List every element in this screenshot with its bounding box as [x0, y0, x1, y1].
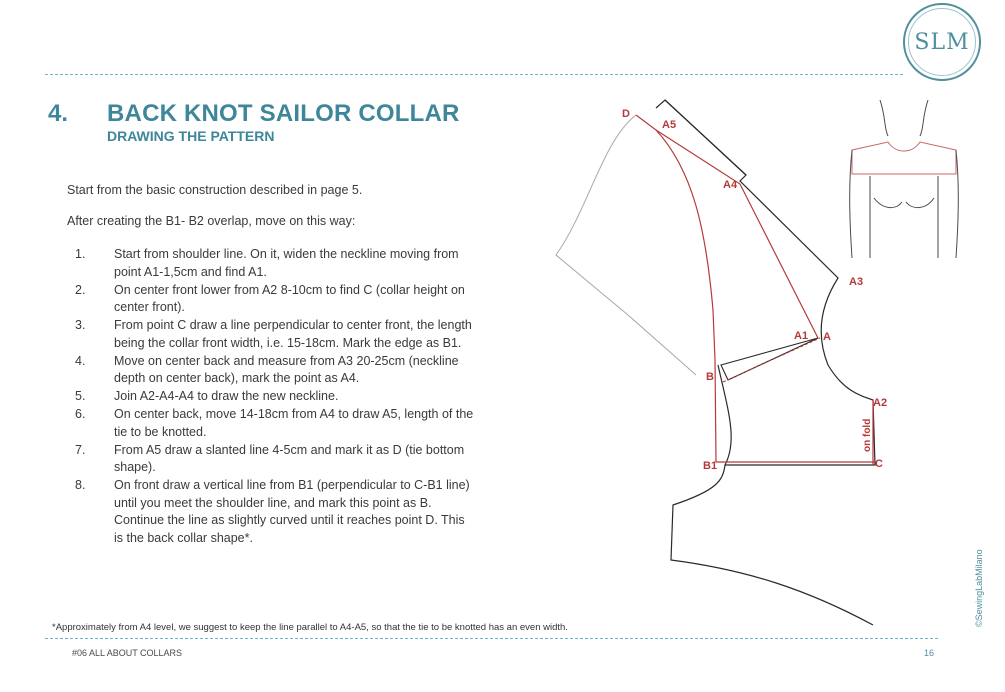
section-number: 4. — [48, 100, 69, 127]
label-on-fold: on fold — [862, 418, 873, 452]
overlap-wedge — [721, 338, 818, 380]
section-title: BACK KNOT SAILOR COLLAR — [107, 100, 460, 127]
step-number: 4. — [75, 353, 86, 368]
step-text: From A5 draw a slanted line 4-5cm and mark it as D (tie bottom shape). — [114, 442, 465, 474]
label-a: A — [823, 331, 831, 343]
step-text: Start from shoulder line. On it, widen the neckline moving from point A1-1,5cm and find A1. — [114, 247, 459, 279]
intro-line-1: Start from the basic construction described in page 5. — [67, 183, 363, 197]
step-item — [75, 246, 475, 281]
label-a4: A4 — [723, 179, 738, 191]
step-number: 2. — [75, 282, 86, 297]
copyright-credit: ©SewingLabMilano — [974, 549, 984, 627]
label-a3: A3 — [849, 276, 864, 288]
page-number: 16 — [924, 648, 935, 658]
slm-logo — [903, 3, 981, 81]
logo-text: SLM — [914, 29, 970, 55]
intro-line-2: After creating the B1- B2 overlap, move on this way: — [67, 214, 356, 228]
section-subtitle: DRAWING THE PATTERN — [107, 128, 275, 144]
collar-red-outline — [636, 115, 875, 462]
step-item — [75, 353, 475, 388]
step-text: On center front lower from A2 8-10cm to find C (collar height on center front). — [114, 282, 465, 314]
label-a5: A5 — [662, 119, 677, 131]
back-outline — [665, 100, 875, 625]
label-c: C — [875, 458, 883, 470]
step-text: From point C draw a line perpendicular to center front, the length being the collar front width, i.e. 15-18cm. Mark the edge as B1. — [114, 318, 472, 350]
grey-neckline-curve — [556, 115, 696, 375]
top-divider — [45, 74, 903, 75]
footnote: *Approximately from A4 level, we suggest to keep the line parallel to A4-A5, so that the tie to be knotted has an even width. — [52, 622, 568, 633]
step-item — [75, 317, 475, 352]
bottom-divider — [45, 638, 938, 639]
label-a2: A2 — [873, 397, 888, 409]
bodice-figure-sketch — [848, 98, 960, 258]
step-text: Move on center back and measure from A3 20-25cm (neckline depth on center back), mark the point as A4. — [114, 353, 459, 385]
step-number: 8. — [75, 478, 86, 492]
step-item — [75, 406, 475, 441]
footer-chapter: #06 ALL ABOUT COLLARS — [72, 648, 183, 658]
label-b1: B1 — [703, 460, 718, 472]
step-item — [75, 282, 475, 317]
step-item — [75, 477, 475, 547]
step-number: 6. — [75, 407, 86, 421]
step-text: On center back, move 14-18cm from A4 to draw A5, length of the tie to be knotted. — [114, 407, 474, 439]
bust-lines — [874, 198, 934, 208]
step-number: 5. — [75, 389, 86, 403]
step-number: 7. — [75, 442, 86, 457]
step-item — [75, 442, 475, 477]
tie-strip — [656, 100, 746, 175]
torso-outline — [850, 150, 959, 258]
step-item — [75, 388, 475, 406]
step-text: Join A2-A4-A4 to draw the new neckline. — [114, 389, 339, 403]
step-text: On front draw a vertical line from B1 (perpendicular to C-B1 line) until you meet the shoulder line, and mark this point as B. Continue the line as slightly curved until it reaches point D. This is the back collar shape*. — [114, 478, 470, 545]
neck-shoulder-lines — [880, 100, 928, 136]
label-b: B — [706, 371, 714, 383]
label-a1: A1 — [794, 330, 809, 342]
collar-outline — [852, 142, 956, 174]
steps-list — [75, 246, 475, 548]
step-number: 3. — [75, 318, 86, 332]
label-d: D — [622, 108, 630, 120]
step-number: 1. — [75, 247, 86, 261]
